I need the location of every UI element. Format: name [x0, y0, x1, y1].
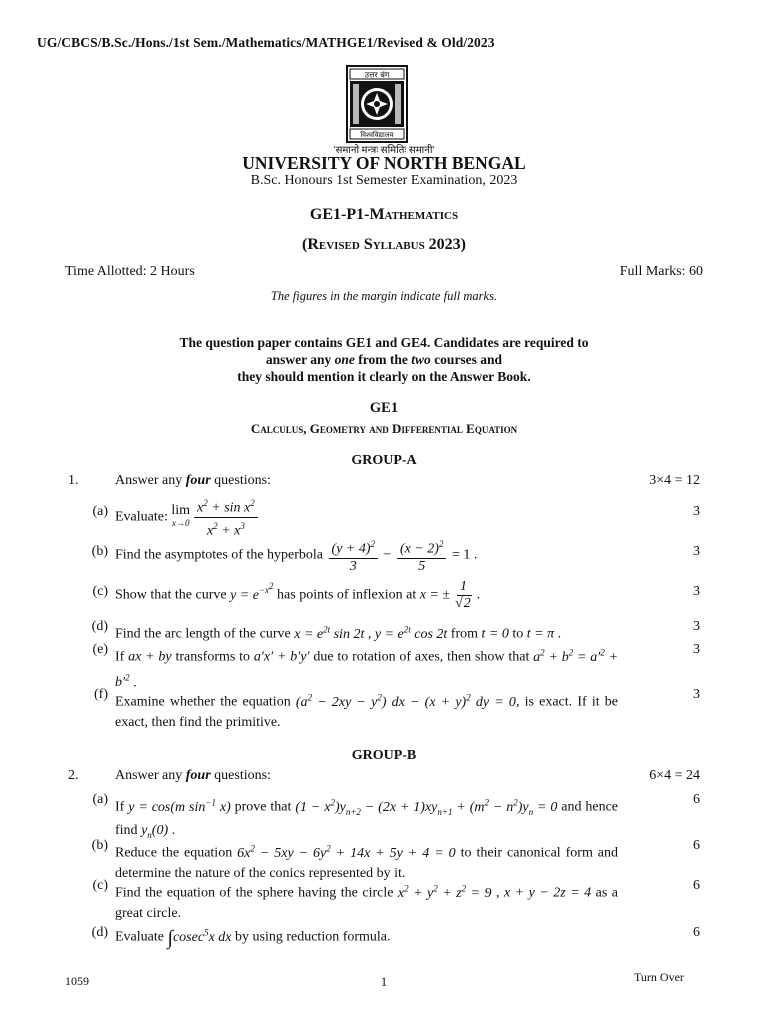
turn-over: Turn Over — [634, 970, 684, 984]
q2c-label: (c) — [92, 878, 108, 893]
q1e-label: (e) — [92, 642, 108, 657]
paper-code: UG/CBCS/B.Sc./Hons./1st Sem./Mathematics/MATHGE1/Revised & Old/2023 — [37, 35, 495, 50]
course-code: GE1 — [369, 400, 399, 416]
exam-title: B.Sc. Honours 1st Semester Examination, 2023 — [250, 173, 518, 188]
q1b-marks: 3 — [693, 544, 700, 559]
q2a-marks: 6 — [693, 792, 700, 807]
q1a-label: (a) — [92, 504, 108, 519]
q2b-label: (b) — [91, 838, 108, 853]
question-1-instruction: Answer any four questions: — [115, 473, 271, 488]
margin-note: The figures in the margin indicate full marks. — [270, 289, 498, 303]
q2d-label: (d) — [91, 925, 108, 940]
university-name: UNIVERSITY OF NORTH BENGAL — [242, 153, 526, 173]
instructions-line-3: they should mention it clearly on the Answer Book. — [237, 369, 531, 384]
footer-code: 1059 — [65, 974, 89, 988]
q1c-text: Show that the curve $y = e^{-x^2}$ has points of inflexion at x = ± $\frac{1}{√2}$ . — [115, 578, 481, 611]
q1a-marks: 3 — [693, 504, 700, 519]
q1c-label: (c) — [92, 584, 108, 599]
q1b-label: (b) — [91, 544, 108, 559]
page-number: 1 — [380, 974, 388, 989]
svg-text:विश्वविद्यालय: विश्वविद्यालय — [360, 131, 394, 139]
svg-text:उत्तर बंग: उत्तर बंग — [364, 70, 390, 80]
q1d-label: (d) — [91, 619, 108, 634]
q1f-text: Examine whether the equation $(a^2 - 2xy - y^2)$ dx − $(x + y)^2$ dy = 0, is exact. If it be exact, then find the primitive. — [115, 692, 619, 730]
q1b-text: Find the asymptotes of the hyperbola $\frac{(y + 4)^2}{3}$ − $\frac{(x - 2)^2}{5}$ = 1 . — [115, 539, 478, 574]
q2a-label: (a) — [92, 792, 108, 807]
university-motto: 'समानो मन्त्रः समितिः समानी' — [333, 145, 435, 156]
instructions — [100, 334, 668, 385]
q2b-text: Reduce the equation $6x^2 - 5xy - 6y^2 + 14x + 5y + 4 = 0$ to their canonical form and determine the nature of the conics represented by it. — [115, 843, 619, 881]
q1d-text: Find the arc length of the curve $x = e^{2t}$ sin 2t , $y = e^{2t}$ cos 2t from t = 0 to t = π . — [115, 624, 562, 642]
q1f-label: (f) — [94, 687, 108, 702]
time-allotted: Time Allotted: 2 Hours — [65, 264, 195, 279]
question-1-number: 1. — [68, 473, 79, 488]
instructions-line-1: The question paper contains GE1 and GE4. Candidates are required to — [179, 335, 589, 350]
q1a-text: Evaluate: lim x→0 $\frac{x^2 + \sin x^2}{x^2 + x^3}$ — [115, 496, 618, 538]
q2a-text: If y = cos(m $\sin^{-1} x$) prove that $(1 - x^2)y_{n+2} - (2x + 1)xy_{n+1} + (m^2 - n^2)y_n = 0$ and hence find $y_n(0)$ . — [115, 797, 619, 841]
q1e-text: If ax + by transforms to a′x′ + b′y′ due to rotation of axes, then show that $a^2 + b^2 = a'^2 + b'^2$ . — [115, 647, 619, 691]
syllabus-title: (Revised Syllabus 2023) — [301, 236, 467, 253]
question-2-marks: 6×4 = 24 — [649, 768, 700, 783]
group-a-title: GROUP-A — [351, 453, 417, 468]
q2c-text: Find the equation of the sphere having the circle $x^2 + y^2 + z^2 = 9$ , x + y − 2z = 4 as a great circle. — [115, 883, 618, 921]
q1f-marks: 3 — [693, 687, 700, 702]
q1e-marks: 3 — [693, 642, 700, 657]
instructions-line-2: answer any one from the two courses and — [265, 352, 503, 367]
question-2-instruction: Answer any four questions: — [115, 768, 271, 783]
q1c-marks: 3 — [693, 584, 700, 599]
q2d-marks: 6 — [693, 925, 700, 940]
question-1-marks: 3×4 = 12 — [649, 473, 700, 488]
course-title: Calculus, Geometry and Differential Equation — [250, 421, 518, 436]
question-2-number: 2. — [68, 768, 79, 783]
university-logo — [346, 65, 408, 145]
full-marks: Full Marks: 60 — [619, 264, 703, 279]
group-b-title: GROUP-B — [351, 748, 417, 763]
q2c-marks: 6 — [693, 878, 700, 893]
q1d-marks: 3 — [693, 619, 700, 634]
q2b-marks: 6 — [693, 838, 700, 853]
q2d-text: Evaluate ∫cosec$^5$x dx by using reduction formula. — [115, 926, 391, 949]
paper-title: GE1-P1-Mathematics — [309, 206, 459, 223]
